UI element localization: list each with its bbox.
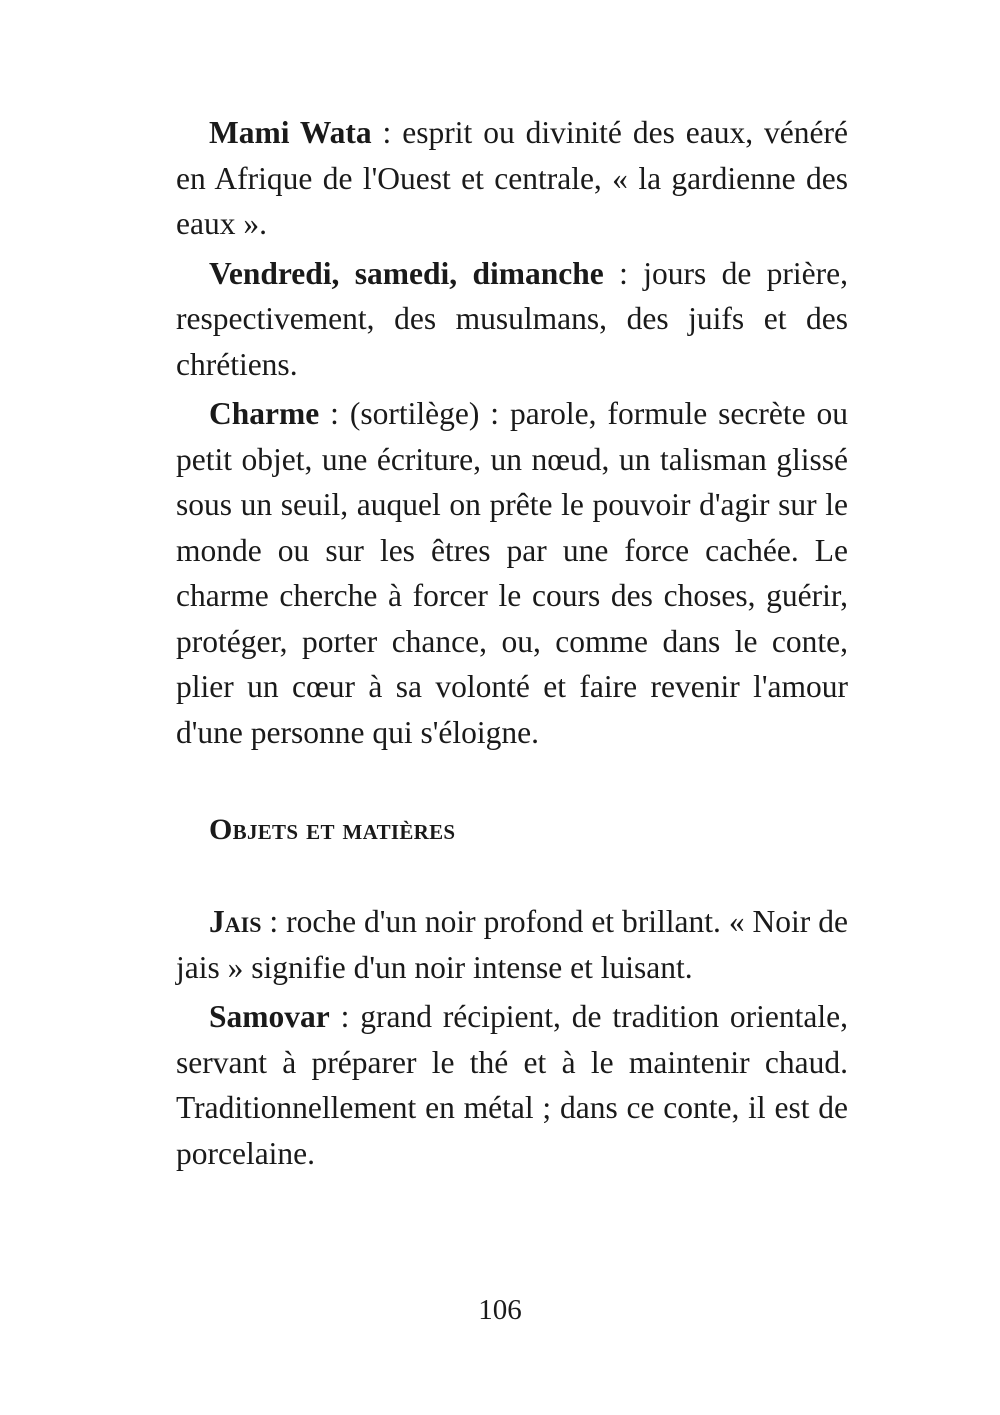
glossary-page <box>176 110 848 1180</box>
glossary-entry-jais <box>176 899 848 990</box>
glossary-definition: grand récipient, de tradition orientale, servant à préparer le thé et à le maintenir chaud. Traditionnellement en métal ; dans ce conte, il est de porcelaine. <box>176 999 848 1171</box>
glossary-definition: (sortilège) : parole, formule secrète ou petit objet, une écriture, un nœud, un talisman glissé sous un seuil, auquel on prête le pouvoir d'agir sur le monde ou sur les êtres par une force cachée. Le charme cherche à forcer le cours des choses, guérir, protéger, porter chance, ou, comme dans le conte, plier un cœur à sa volonté et faire revenir l'amour d'une personne qui s'éloigne. <box>176 396 848 750</box>
glossary-entry-samovar <box>176 994 848 1176</box>
glossary-definition: esprit ou divinité des eaux, vénéré en Afrique de l'Ouest et centrale, « la gardienne des eaux ». <box>176 115 848 241</box>
glossary-term: Mami Wata <box>209 115 372 150</box>
glossary-term: Samovar <box>209 999 330 1034</box>
glossary-entry-charme <box>176 391 848 755</box>
glossary-definition: roche d'un noir profond et brillant. « Noir de jais » signifie d'un noir intense et luisant. <box>176 904 848 985</box>
glossary-term: Vendredi, samedi, dimanche <box>209 255 604 291</box>
glossary-entry-mami-wata <box>176 110 848 247</box>
term-separator: : <box>319 396 350 431</box>
glossary-definition: jours de prière, respectivement, des musulmans, des juifs et des chrétiens. <box>176 255 848 382</box>
term-separator: : <box>329 999 361 1034</box>
glossary-entry-jours <box>176 251 848 388</box>
term-separator: : <box>261 904 287 939</box>
page-number: 106 <box>478 1294 522 1326</box>
term-separator: : <box>371 115 403 150</box>
section-heading: Objets et matières <box>209 813 456 846</box>
glossary-term: Jais <box>209 904 262 939</box>
term-separator: : <box>603 255 644 291</box>
glossary-term: Charme <box>209 396 320 431</box>
